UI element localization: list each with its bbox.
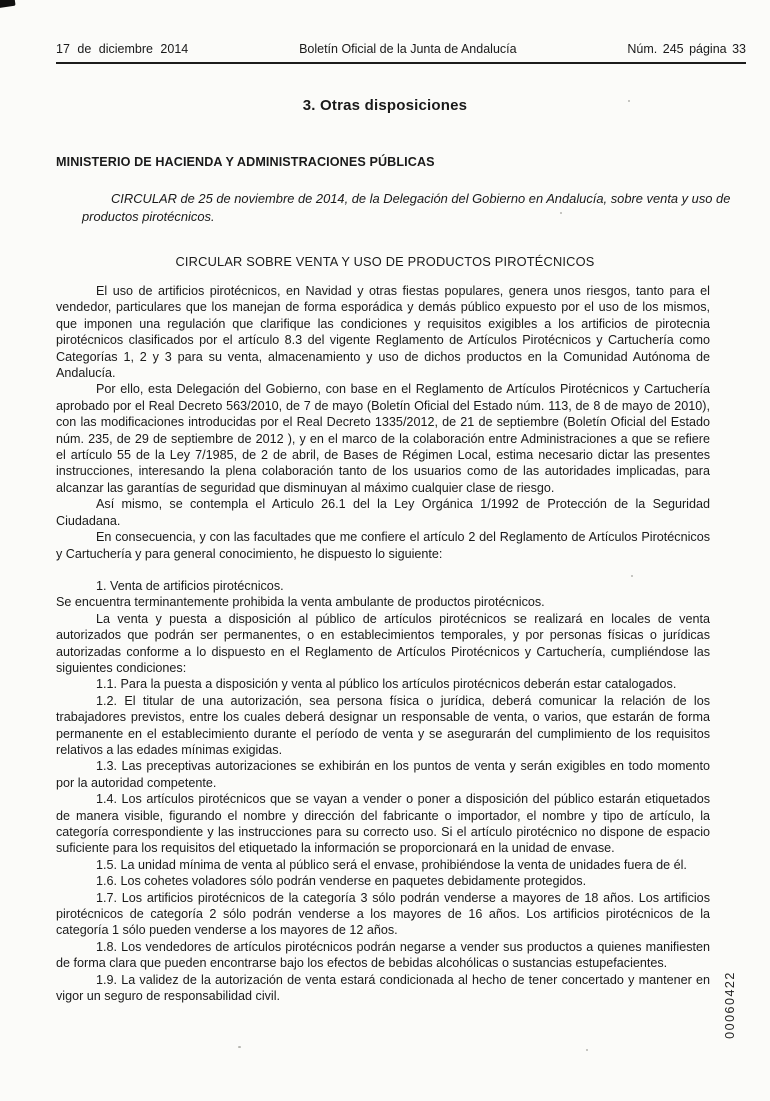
paragraph: 1.7. Los artificios pirotécnicos de la categoría 3 sólo podrán venderse a mayores de 18 años. Los artificios pirotécnicos de categoría 2 sólo podrán venderse a los mayores de 16 años. Los artificios pirotécnicos de la categoría 1 sólo pueden venderse a los mayores de 12 años. [56,890,710,938]
scan-speck [628,100,630,102]
page-header [56,42,746,64]
header-issue-page-number: Núm. 245 página 33 [627,42,746,56]
paragraph: 1.1. Para la puesta a disposición y venta al público los artículos pirotécnicos deberán estar catalogados. [96,677,677,692]
scan-speck [586,1049,588,1051]
paragraph: 1.6. Los cohetes voladores sólo podrán venderse en paquetes debidamente protegidos. [96,874,587,889]
vertical-registration-code: 00060422 [723,971,737,1039]
scan-speck [238,1046,241,1048]
document-title: CIRCULAR SOBRE VENTA Y USO DE PRODUCTOS PIROTÉCNICOS [175,254,595,269]
paragraph: La venta y puesta a disposición al público de artículos pirotécnicos se realizará en locales de venta autorizados que podrán ser permanentes, o en establecimientos temporales, y por personas físicas o jurídicas autorizadas conforme a lo dispuesto en el Reglamento de Artículos Pirotécnicos y Cartuchería, cumpliéndose las siguientes condiciones: [56,611,710,675]
scan-speck [560,212,562,214]
paragraph: Por ello, esta Delegación del Gobierno, con base en el Reglamento de Artículos Pirotécnicos y Cartuchería aprobado por el Real Decreto 563/2010, de 7 de mayo (Boletín Oficial del Estado núm. 113, de 8 de mayo de 2010), con las modificaciones introducidas por el Real Decreto 1335/2012, de 21 de septiembre (Boletín Oficial del Estado núm. 235, de 29 de septiembre de 2012 ), y en el marco de la colaboración entre Administraciones a que se refiere el artículo 55 de la Ley 7/1985, de 2 de abril, de Bases de Régimen Local, estima necesario dictar las presentes instrucciones, interesando la plena colaboración tanto de los usuarios como de las autoridades implicadas, para alcanzar las garantías de seguridad que disminuyan al máximo cualquier clase de riesgo. [56,382,710,495]
paragraph: 1.5. La unidad mínima de venta al público será el envase, prohibiéndose la venta de unidades fuera de él. [96,857,687,872]
scan-speck [631,575,633,577]
section-title: 3. Otras disposiciones [302,97,468,114]
paragraph: 1.2. El titular de una autorización, sea persona física o jurídica, deberá comunicar la relación de los trabajadores previstos, entre los cuales deberá designar un responsable de venta, o varios, que estarán de forma permanente en el establecimiento durante el período de venta y se asegurarán del cumplimiento de los requisitos relativos a las edades mínimas exigidas. [56,693,710,757]
header-date: 17 de diciembre 2014 [56,42,189,56]
paragraph: Así mismo, se contempla el Articulo 26.1 del la Ley Orgánica 1/1992 de Protección de la Seguridad Ciudadana. [56,497,710,528]
paragraph: 1.3. Las preceptivas autorizaciones se exhibirán en los puntos de venta y serán exigibles en todo momento por la autoridad competente. [56,759,710,790]
paragraph: 1. Venta de artificios pirotécnicos. [96,578,284,593]
paragraph: 1.8. Los vendedores de artículos pirotécnicos podrán negarse a vender sus productos a quienes manifiesten de forma clara que pueden encontrarse bajo los efectos de bebidas alcohólicas o sustancias estupefacientes. [56,939,710,971]
scan-artifact [0,0,16,8]
document-body [56,283,710,1004]
paragraph: El uso de artificios pirotécnicos, en Navidad y otras fiestas populares, genera unos riesgos, tanto para el vendedor, particulares que los manejan de forma esporádica y demás público expuesto por el uso de los mismos, que imponen una regulación que clarifique las condiciones y requisitos exigibles a los artificios de pirotecnia pirotécnicos clasificados por el artículo 8.3 del vigente Reglamento de Artículos Pirotécnicos y Cartuchería como Categorías 1, 2 y 3 para su venta, almacenamiento y uso de dichos productos en la Comunidad Autónoma de Andalucía. [56,284,710,381]
circular-reference: CIRCULAR de 25 de noviembre de 2014, de la Delegación del Gobierno en Andalucía, sobre venta y uso de productos pirotécnicos. [82,191,731,224]
header-publication-title: Boletín Oficial de la Junta de Andalucía [299,42,517,56]
paragraph: Se encuentra terminantemente prohibida la venta ambulante de productos pirotécnicos. [56,595,545,610]
ministry-heading: MINISTERIO DE HACIENDA Y ADMINISTRACIONES PÚBLICAS [56,155,435,169]
paragraph: En consecuencia, y con las facultades que me confiere el artículo 2 del Reglamento de Artículos Pirotécnicos y Cartuchería y para general conocimiento, he dispuesto lo siguiente: [56,530,710,561]
paragraph: 1.9. La validez de la autorización de venta estará condicionada al hecho de tener concertado y mantener en vigor un seguro de responsabilidad civil. [56,972,710,1004]
paragraph: 1.4. Los artículos pirotécnicos que se vayan a vender o poner a disposición del público estarán etiquetados de manera visible, figurando el nombre y dirección del fabricante o importador, el nombre y tipo de artículo, la categoría correspondiente y las instrucciones para su correcto uso. Si el artículo pirotécnico no dispone de espacio suficiente para los requisitos del etiquetado la información se proporcionará en la unidad de envase. [56,792,710,856]
